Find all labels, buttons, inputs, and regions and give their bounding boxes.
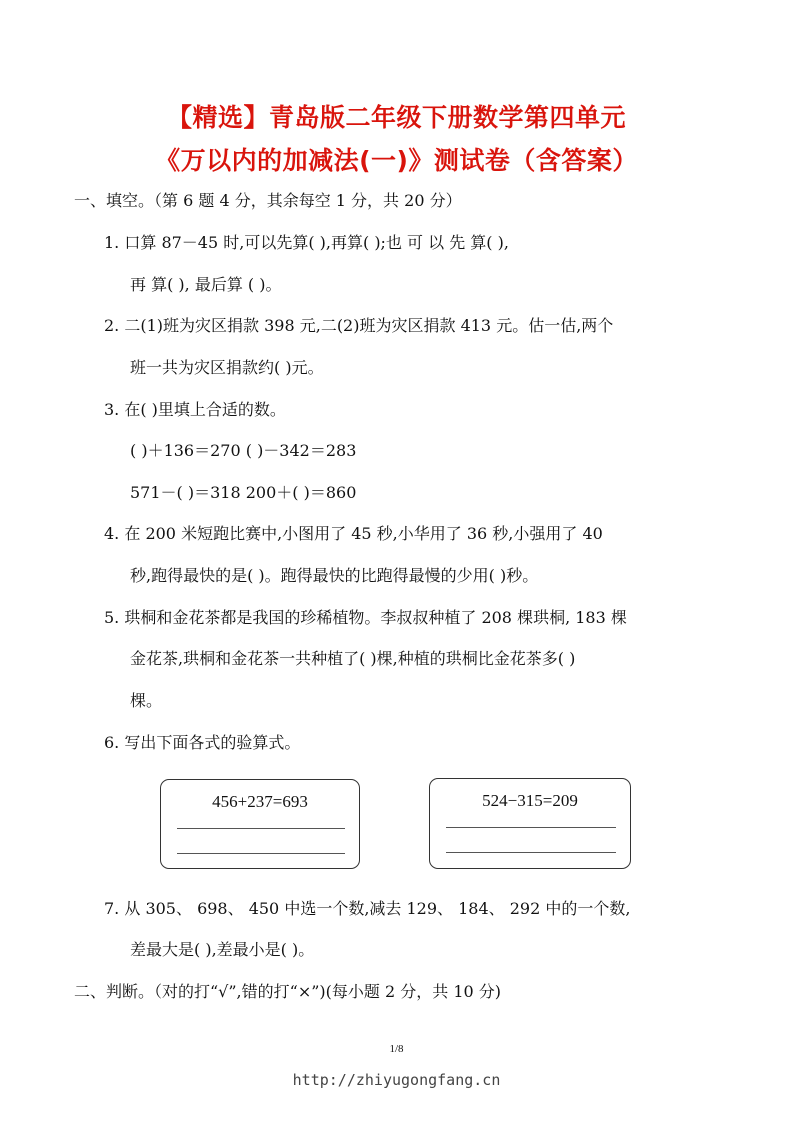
question-1-line-2: 再 算( ), 最后算 ( )。	[130, 275, 282, 294]
answer-line[interactable]	[177, 828, 345, 829]
question-3-line-2: ( )＋136＝270 ( )－342＝283	[130, 441, 357, 460]
section-1-heading: 一、填空。（第 6 题 4 分，其余每空 1 分，共 20 分）	[74, 191, 462, 210]
title-line-1: 【精选】青岛版二年级下册数学第四单元	[166, 103, 626, 132]
page-number: 1/8	[389, 1043, 404, 1055]
equation-1: 456+237=693	[212, 792, 308, 811]
question-2-line-1: 2. 二(1)班为灾区捐款 398 元,二(2)班为灾区捐款 413 元。估一估,两个	[104, 316, 614, 335]
verification-box-2	[429, 778, 631, 869]
question-5-line-3: 棵。	[130, 691, 163, 710]
question-7-line-2: 差最大是( ),差最小是( )。	[130, 940, 315, 959]
answer-line[interactable]	[446, 852, 616, 853]
question-3-line-1: 3. 在( )里填上合适的数。	[104, 400, 286, 419]
section-2-heading: 二、判断。（对的打“√”,错的打“×”)(每小题 2 分，共 10 分)	[74, 982, 502, 1001]
question-2-line-2: 班一共为灾区捐款约( )元。	[130, 358, 324, 377]
question-4-line-2: 秒,跑得最快的是( )。跑得最快的比跑得最慢的少用( )秒。	[130, 566, 539, 585]
question-1-line-1: 1. 口算 87－45 时,可以先算( ),再算( );也 可 以 先 算( ),	[104, 233, 509, 252]
question-5-line-1: 5. 珙桐和金花茶都是我国的珍稀植物。李叔叔种植了 208 棵珙桐, 183 棵	[104, 608, 627, 627]
question-6-line-1: 6. 写出下面各式的验算式。	[104, 733, 301, 752]
question-5-line-2: 金花茶,珙桐和金花茶一共种植了( )棵,种植的珙桐比金花茶多( )	[130, 649, 576, 668]
equation-2: 524−315=209	[482, 791, 578, 810]
source-url[interactable]: http://zhiyugongfang.cn	[292, 1071, 501, 1089]
title-line-2: 《万以内的加减法(一)》测试卷（含答案）	[155, 146, 638, 175]
answer-line[interactable]	[446, 827, 616, 828]
verification-box-1	[160, 779, 360, 869]
question-7-line-1: 7. 从 305、 698、 450 中选一个数,减去 129、 184、 292 中的一个数,	[104, 899, 631, 918]
question-4-line-1: 4. 在 200 米短跑比赛中,小图用了 45 秒,小华用了 36 秒,小强用了 40	[104, 524, 603, 543]
question-3-line-3: 571－( )＝318 200＋( )＝860	[130, 483, 357, 502]
answer-line[interactable]	[177, 853, 345, 854]
